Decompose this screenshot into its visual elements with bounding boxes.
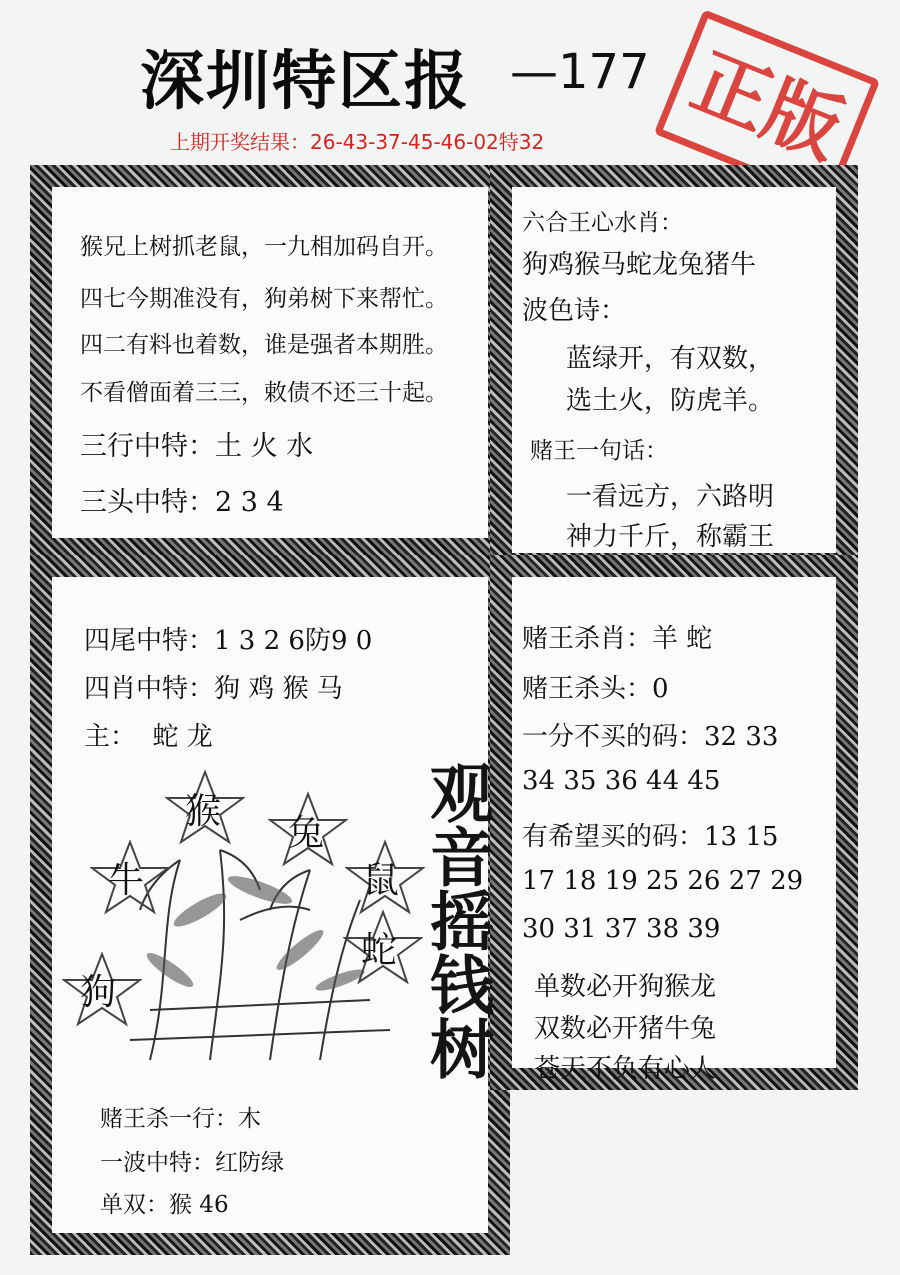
danshuang-text: 单双：猴 46	[100, 1192, 229, 1218]
poem-line: 四二有料也着数，谁是强者本期胜。	[80, 332, 448, 358]
zodiac-star-label: 鼠	[363, 860, 400, 901]
zodiac-star-label: 蛇	[361, 930, 398, 971]
xiwang-line: 17 18 19 25 26 27 29	[522, 866, 804, 896]
issue-number: —177	[510, 44, 650, 100]
bumai-text: 一分不买的码：32 33	[522, 722, 779, 752]
shatou-text: 赌王杀头：0	[522, 674, 669, 704]
xiwang-line: 30 31 37 38 39	[522, 914, 721, 944]
bose-label: 波色诗：	[522, 296, 627, 326]
xinshui-value: 狗鸡猴马蛇龙兔猪牛	[522, 250, 757, 280]
duwang-line: 神力千斤，称霸王	[566, 522, 775, 552]
zodiac-star-label: 兔	[288, 813, 325, 854]
closing-line: 苍天不负有心人	[534, 1054, 717, 1084]
zodiac-star-label: 狗	[80, 972, 117, 1013]
zhu-text: 主： 蛇 龙	[84, 722, 213, 752]
newspaper-title: 深圳特区报	[140, 45, 470, 119]
siwei-text: 四尾中特：1 3 2 6防9 0	[84, 626, 373, 656]
xinshui-label: 六合王心水肖：	[522, 210, 683, 236]
duwang-label: 赌王一句话：	[530, 438, 668, 464]
xiwang-text: 有希望买的码：13 15	[522, 822, 779, 852]
duwang-line: 一看远方，六路明	[566, 482, 775, 512]
shayixing-text: 赌王杀一行：木	[100, 1106, 261, 1132]
closing-line: 单数必开狗猴龙	[534, 972, 717, 1002]
bumai-more: 34 35 36 44 45	[522, 766, 721, 796]
shaxiao-text: 赌王杀肖：羊 蛇	[522, 624, 713, 654]
authentic-stamp: 正版	[654, 9, 880, 204]
yibo-text: 一波中特：红防绿	[100, 1150, 284, 1176]
sixiao-text: 四肖中特：狗 鸡 猴 马	[84, 674, 343, 704]
sanxing-text: 三行中特：土 火 水	[80, 431, 314, 462]
zodiac-star-label: 猴	[185, 791, 222, 832]
santou-text: 三头中特：2 3 4	[80, 487, 284, 518]
bose-line: 选土火，防虎羊。	[566, 386, 775, 416]
poem-line: 四七今期准没有，狗弟树下来帮忙。	[80, 286, 448, 312]
poem-line: 猴兄上树抓老鼠，一九相加码自开。	[80, 234, 448, 260]
poem-line: 不看僧面着三三，敕债不还三十起。	[80, 380, 448, 406]
bose-line: 蓝绿开，有双数，	[566, 344, 775, 374]
zodiac-star-label: 牛	[108, 860, 145, 901]
closing-line: 双数必开猪牛兔	[534, 1014, 717, 1044]
tree-title: 观音摇钱树	[419, 760, 494, 1080]
last-result: 上期开奖结果：26-43-37-45-46-02特32	[170, 130, 545, 154]
